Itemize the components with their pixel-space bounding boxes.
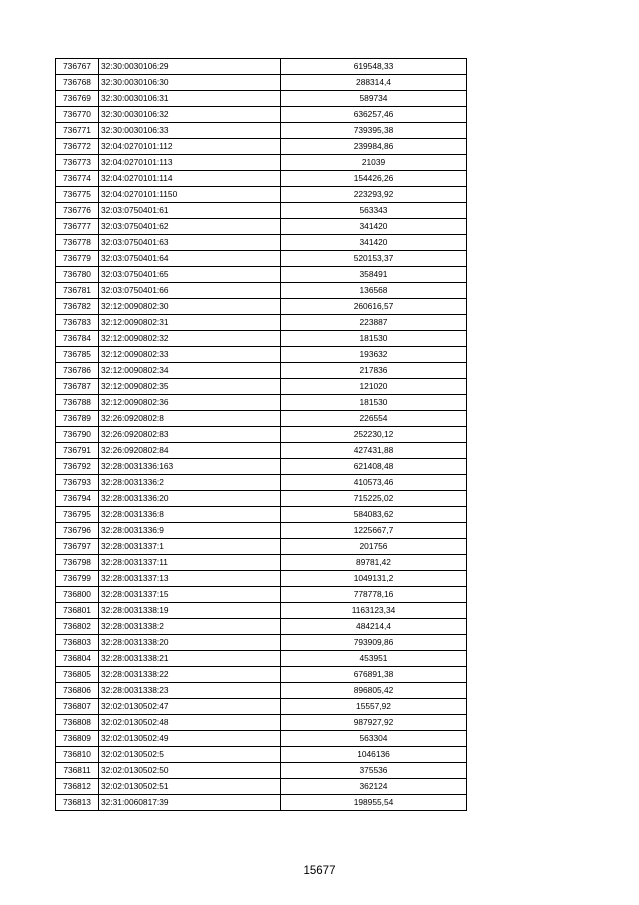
cadastral-number-cell: 32:02:0130502:47 (99, 699, 281, 715)
cadastral-value-cell: 223887 (281, 315, 467, 331)
cadastral-value-table (55, 58, 467, 811)
row-id-cell: 736778 (56, 235, 99, 251)
row-id-cell: 736813 (56, 795, 99, 811)
row-id-cell: 736791 (56, 443, 99, 459)
cadastral-number-cell: 32:28:0031336:2 (99, 475, 281, 491)
cadastral-number-cell: 32:03:0750401:61 (99, 203, 281, 219)
table-row (56, 235, 467, 251)
cadastral-number-cell: 32:28:0031338:22 (99, 667, 281, 683)
cadastral-number-cell: 32:30:0030106:29 (99, 59, 281, 75)
cadastral-number-cell: 32:28:0031337:1 (99, 539, 281, 555)
row-id-cell: 736807 (56, 699, 99, 715)
cadastral-value-cell: 987927,92 (281, 715, 467, 731)
cadastral-value-cell: 252230,12 (281, 427, 467, 443)
row-id-cell: 736767 (56, 59, 99, 75)
row-id-cell: 736780 (56, 267, 99, 283)
table-row (56, 155, 467, 171)
cadastral-number-cell: 32:28:0031337:15 (99, 587, 281, 603)
row-id-cell: 736808 (56, 715, 99, 731)
cadastral-value-cell: 484214,4 (281, 619, 467, 635)
table-row (56, 651, 467, 667)
table-row (56, 491, 467, 507)
table-row (56, 523, 467, 539)
cadastral-value-cell: 154426,26 (281, 171, 467, 187)
cadastral-value-cell: 715225,02 (281, 491, 467, 507)
cadastral-value-cell: 676891,38 (281, 667, 467, 683)
cadastral-number-cell: 32:30:0030106:30 (99, 75, 281, 91)
cadastral-value-cell: 239984,86 (281, 139, 467, 155)
table-body (56, 59, 467, 811)
cadastral-value-cell: 636257,46 (281, 107, 467, 123)
row-id-cell: 736809 (56, 731, 99, 747)
row-id-cell: 736789 (56, 411, 99, 427)
row-id-cell: 736790 (56, 427, 99, 443)
cadastral-number-cell: 32:28:0031338:2 (99, 619, 281, 635)
cadastral-value-cell: 198955,54 (281, 795, 467, 811)
cadastral-value-cell: 193632 (281, 347, 467, 363)
row-id-cell: 736805 (56, 667, 99, 683)
table-row (56, 59, 467, 75)
table-row (56, 315, 467, 331)
row-id-cell: 736771 (56, 123, 99, 139)
table-row (56, 619, 467, 635)
cadastral-value-cell: 793909,86 (281, 635, 467, 651)
table-row (56, 571, 467, 587)
row-id-cell: 736796 (56, 523, 99, 539)
cadastral-number-cell: 32:12:0090802:36 (99, 395, 281, 411)
row-id-cell: 736801 (56, 603, 99, 619)
table-row (56, 427, 467, 443)
cadastral-number-cell: 32:28:0031336:8 (99, 507, 281, 523)
cadastral-value-cell: 121020 (281, 379, 467, 395)
cadastral-value-cell: 563304 (281, 731, 467, 747)
cadastral-value-cell: 260616,57 (281, 299, 467, 315)
cadastral-value-cell: 362124 (281, 779, 467, 795)
table-row (56, 363, 467, 379)
cadastral-value-cell: 375536 (281, 763, 467, 779)
table-row (56, 299, 467, 315)
table-row (56, 139, 467, 155)
table-row (56, 699, 467, 715)
table-row (56, 91, 467, 107)
cadastral-number-cell: 32:28:0031336:163 (99, 459, 281, 475)
cadastral-number-cell: 32:04:0270101:113 (99, 155, 281, 171)
cadastral-number-cell: 32:28:0031337:11 (99, 555, 281, 571)
cadastral-number-cell: 32:26:0920802:8 (99, 411, 281, 427)
row-id-cell: 736793 (56, 475, 99, 491)
cadastral-value-cell: 589734 (281, 91, 467, 107)
cadastral-value-cell: 739395,38 (281, 123, 467, 139)
row-id-cell: 736772 (56, 139, 99, 155)
row-id-cell: 736782 (56, 299, 99, 315)
row-id-cell: 736799 (56, 571, 99, 587)
cadastral-number-cell: 32:12:0090802:31 (99, 315, 281, 331)
row-id-cell: 736787 (56, 379, 99, 395)
table-row (56, 267, 467, 283)
cadastral-value-cell: 1225667,7 (281, 523, 467, 539)
row-id-cell: 736806 (56, 683, 99, 699)
table-row (56, 459, 467, 475)
table-row (56, 763, 467, 779)
cadastral-value-cell: 181530 (281, 395, 467, 411)
cadastral-number-cell: 32:28:0031338:23 (99, 683, 281, 699)
table-row (56, 411, 467, 427)
row-id-cell: 736769 (56, 91, 99, 107)
cadastral-value-cell: 410573,46 (281, 475, 467, 491)
cadastral-value-cell: 563343 (281, 203, 467, 219)
table-row (56, 635, 467, 651)
cadastral-value-cell: 1046136 (281, 747, 467, 763)
table-row (56, 779, 467, 795)
table-row (56, 715, 467, 731)
cadastral-value-cell: 21039 (281, 155, 467, 171)
cadastral-number-cell: 32:03:0750401:62 (99, 219, 281, 235)
row-id-cell: 736798 (56, 555, 99, 571)
table-row (56, 731, 467, 747)
cadastral-number-cell: 32:30:0030106:32 (99, 107, 281, 123)
cadastral-number-cell: 32:12:0090802:33 (99, 347, 281, 363)
table-row (56, 795, 467, 811)
row-id-cell: 736786 (56, 363, 99, 379)
cadastral-number-cell: 32:03:0750401:63 (99, 235, 281, 251)
table-row (56, 443, 467, 459)
cadastral-value-cell: 288314,4 (281, 75, 467, 91)
table-row (56, 219, 467, 235)
cadastral-number-cell: 32:12:0090802:30 (99, 299, 281, 315)
table-row (56, 187, 467, 203)
table-row (56, 603, 467, 619)
table-row (56, 539, 467, 555)
row-id-cell: 736774 (56, 171, 99, 187)
table-row (56, 507, 467, 523)
row-id-cell: 736783 (56, 315, 99, 331)
cadastral-number-cell: 32:31:0060817:39 (99, 795, 281, 811)
cadastral-value-cell: 619548,33 (281, 59, 467, 75)
row-id-cell: 736779 (56, 251, 99, 267)
row-id-cell: 736770 (56, 107, 99, 123)
row-id-cell: 736775 (56, 187, 99, 203)
cadastral-value-cell: 341420 (281, 235, 467, 251)
table-row (56, 203, 467, 219)
table-row (56, 475, 467, 491)
cadastral-number-cell: 32:28:0031338:21 (99, 651, 281, 667)
cadastral-value-cell: 181530 (281, 331, 467, 347)
cadastral-number-cell: 32:02:0130502:51 (99, 779, 281, 795)
cadastral-number-cell: 32:02:0130502:50 (99, 763, 281, 779)
row-id-cell: 736776 (56, 203, 99, 219)
row-id-cell: 736788 (56, 395, 99, 411)
cadastral-number-cell: 32:12:0090802:32 (99, 331, 281, 347)
cadastral-number-cell: 32:28:0031338:20 (99, 635, 281, 651)
row-id-cell: 736785 (56, 347, 99, 363)
cadastral-number-cell: 32:12:0090802:35 (99, 379, 281, 395)
table-row (56, 587, 467, 603)
cadastral-number-cell: 32:28:0031338:19 (99, 603, 281, 619)
row-id-cell: 736792 (56, 459, 99, 475)
cadastral-number-cell: 32:26:0920802:84 (99, 443, 281, 459)
table-row (56, 667, 467, 683)
row-id-cell: 736773 (56, 155, 99, 171)
table-row (56, 171, 467, 187)
cadastral-value-cell: 217836 (281, 363, 467, 379)
cadastral-value-cell: 1163123,34 (281, 603, 467, 619)
cadastral-number-cell: 32:02:0130502:48 (99, 715, 281, 731)
cadastral-number-cell: 32:04:0270101:1150 (99, 187, 281, 203)
cadastral-value-cell: 15557,92 (281, 699, 467, 715)
row-id-cell: 736812 (56, 779, 99, 795)
cadastral-number-cell: 32:02:0130502:49 (99, 731, 281, 747)
row-id-cell: 736811 (56, 763, 99, 779)
cadastral-number-cell: 32:03:0750401:65 (99, 267, 281, 283)
row-id-cell: 736810 (56, 747, 99, 763)
cadastral-number-cell: 32:03:0750401:66 (99, 283, 281, 299)
table-row (56, 555, 467, 571)
cadastral-number-cell: 32:26:0920802:83 (99, 427, 281, 443)
cadastral-value-cell: 136568 (281, 283, 467, 299)
cadastral-value-cell: 201756 (281, 539, 467, 555)
row-id-cell: 736781 (56, 283, 99, 299)
table-row (56, 747, 467, 763)
cadastral-value-cell: 341420 (281, 219, 467, 235)
table-row (56, 395, 467, 411)
cadastral-value-cell: 778778,16 (281, 587, 467, 603)
row-id-cell: 736803 (56, 635, 99, 651)
row-id-cell: 736768 (56, 75, 99, 91)
cadastral-number-cell: 32:02:0130502:5 (99, 747, 281, 763)
cadastral-number-cell: 32:28:0031337:13 (99, 571, 281, 587)
cadastral-number-cell: 32:28:0031336:9 (99, 523, 281, 539)
cadastral-number-cell: 32:30:0030106:31 (99, 91, 281, 107)
row-id-cell: 736802 (56, 619, 99, 635)
table-row (56, 251, 467, 267)
cadastral-value-cell: 358491 (281, 267, 467, 283)
cadastral-number-cell: 32:04:0270101:112 (99, 139, 281, 155)
table-row (56, 107, 467, 123)
cadastral-value-cell: 584083,62 (281, 507, 467, 523)
table-row (56, 331, 467, 347)
cadastral-number-cell: 32:30:0030106:33 (99, 123, 281, 139)
row-id-cell: 736800 (56, 587, 99, 603)
cadastral-value-cell: 223293,92 (281, 187, 467, 203)
cadastral-number-cell: 32:04:0270101:114 (99, 171, 281, 187)
cadastral-value-cell: 621408,48 (281, 459, 467, 475)
row-id-cell: 736797 (56, 539, 99, 555)
cadastral-number-cell: 32:28:0031336:20 (99, 491, 281, 507)
cadastral-value-cell: 1049131,2 (281, 571, 467, 587)
table-row (56, 75, 467, 91)
table-row (56, 347, 467, 363)
page-number: 15677 (303, 865, 336, 877)
cadastral-number-cell: 32:12:0090802:34 (99, 363, 281, 379)
table-row (56, 123, 467, 139)
cadastral-number-cell: 32:03:0750401:64 (99, 251, 281, 267)
row-id-cell: 736794 (56, 491, 99, 507)
cadastral-value-cell: 89781,42 (281, 555, 467, 571)
cadastral-value-cell: 427431,88 (281, 443, 467, 459)
row-id-cell: 736795 (56, 507, 99, 523)
cadastral-value-cell: 453951 (281, 651, 467, 667)
cadastral-value-cell: 520153,37 (281, 251, 467, 267)
row-id-cell: 736804 (56, 651, 99, 667)
row-id-cell: 736784 (56, 331, 99, 347)
table-row (56, 283, 467, 299)
cadastral-value-cell: 226554 (281, 411, 467, 427)
cadastral-value-cell: 896805,42 (281, 683, 467, 699)
table-row (56, 379, 467, 395)
row-id-cell: 736777 (56, 219, 99, 235)
table-row (56, 683, 467, 699)
